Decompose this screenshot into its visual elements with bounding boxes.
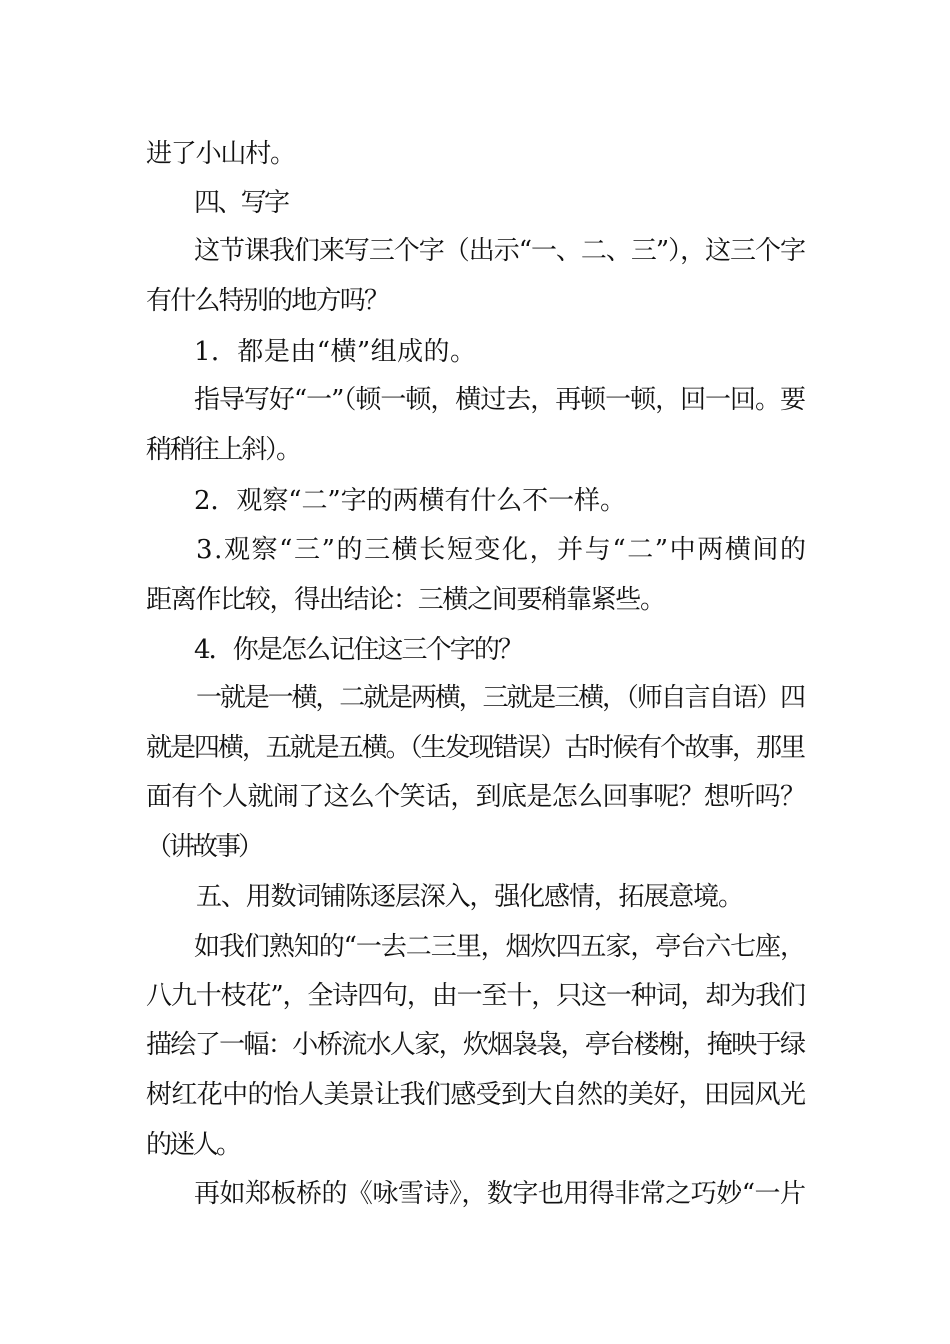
- text-line: 稍稍往上斜）。: [146, 435, 300, 465]
- text-line: 如我们熟知的“一去二三里，烟炊四五家，亭台六七座，: [194, 932, 805, 962]
- text-line: 一就是一横，二就是两横，三就是三横，（师自言自语）四: [196, 683, 804, 713]
- text-line: 3.观察“三”的三横长短变化，并与“二”中两横间的: [196, 535, 808, 565]
- text-line: 的迷人。: [146, 1130, 240, 1160]
- text-line: 这节课我们来写三个字（出示“一、二、三”），这三个字: [194, 236, 805, 266]
- text-line: 八九十枝花”，全诗四句，由一至十，只这一种词，却为我们: [146, 981, 805, 1011]
- text-line: 描绘了一幅：小桥流水人家，炊烟袅袅，亭台楼榭，掩映于绿: [146, 1030, 805, 1060]
- text-line: 五、用数词铺陈逐层深入，强化感情，拓展意境。: [196, 882, 743, 912]
- text-line: （讲故事）: [146, 832, 261, 862]
- text-line: 再如郑板桥的《咏雪诗》，数字也用得非常之巧妙“一片: [194, 1179, 806, 1209]
- text-line: 指导写好“一”（顿一顿，横过去，再顿一顿，回一回。要: [194, 385, 805, 415]
- text-line: 进了小山村。: [146, 139, 295, 169]
- text-line: 四、写字: [194, 188, 288, 218]
- text-line: 4．你是怎么记住这三个字的？: [194, 635, 523, 665]
- text-line: 距离作比较，得出结论：三横之间要稍靠紧些。: [146, 585, 665, 615]
- text-line: 就是四横，五就是五横。（生发现错误）古时候有个故事，那里: [146, 733, 804, 763]
- text-line: 2．观察“二”字的两横有什么不一样。: [194, 486, 626, 516]
- text-line: 有什么特别的地方吗？: [146, 286, 389, 316]
- text-line: 面有个人就闹了这么个笑话，到底是怎么回事呢？想听吗？: [146, 782, 806, 812]
- text-line: 树红花中的怡人美景让我们感受到大自然的美好，田园风光: [146, 1080, 806, 1110]
- text-line: 1．都是由“横”组成的。: [194, 337, 477, 367]
